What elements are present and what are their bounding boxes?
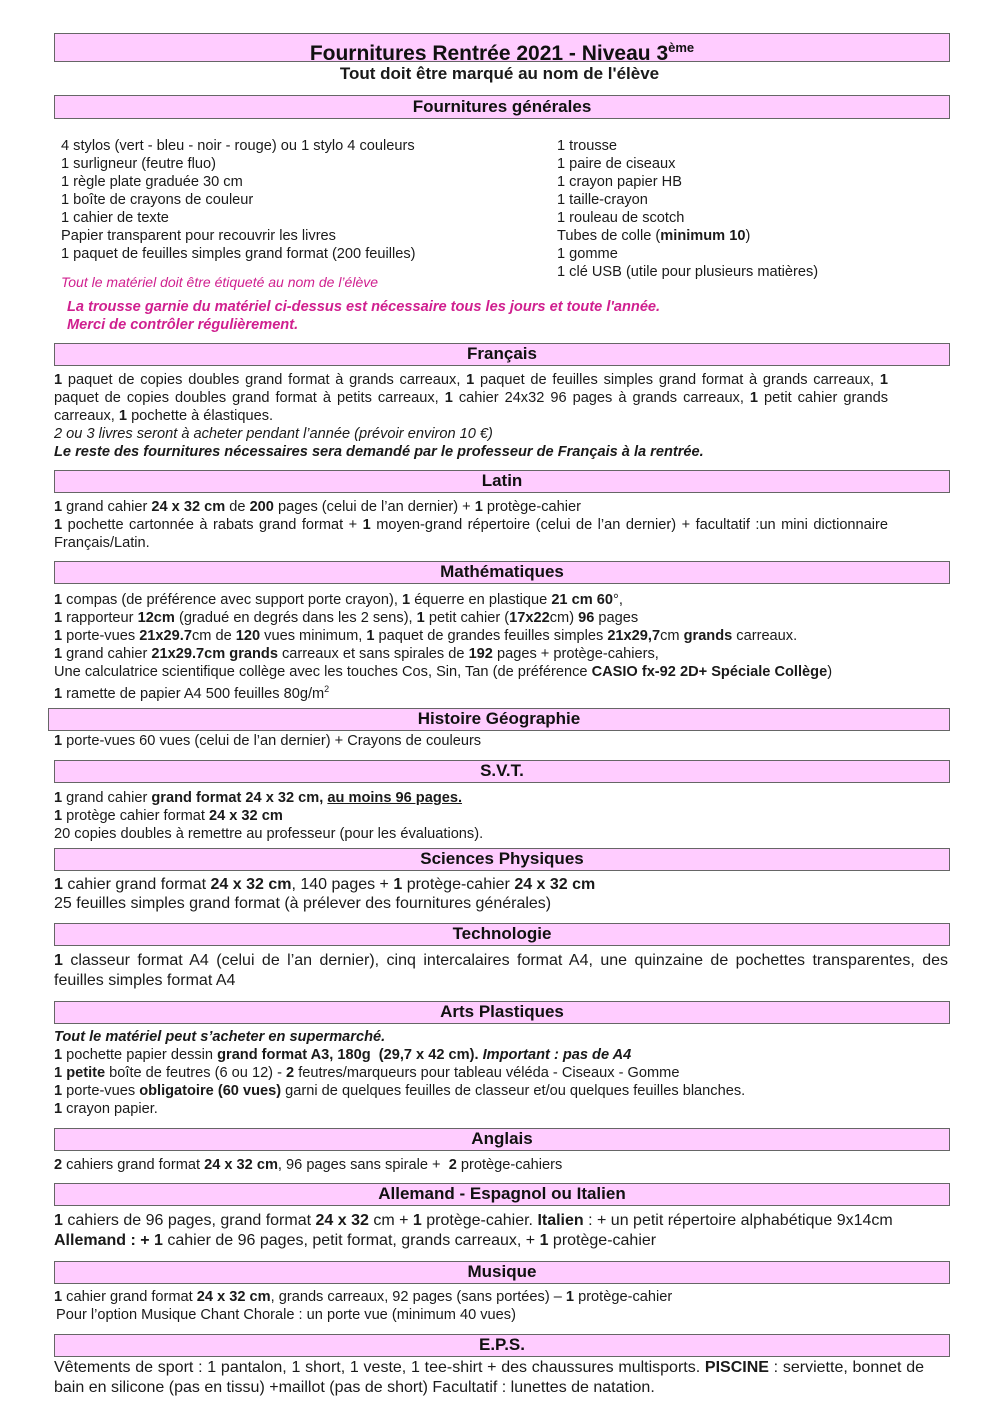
text: carreaux.: [732, 628, 798, 644]
section-bar-physique: Sciences Physiques: [54, 848, 950, 871]
qty: 1: [412, 1212, 422, 1229]
text: obligatoire (60 vues): [139, 1083, 282, 1099]
text: classeur format A4 (celui de l’an dernier), cinq intercalaires format A4, une quinzaine de pochettes transparentes, des feuilles simples format A4: [54, 952, 948, 989]
qty: 1: [54, 1289, 63, 1305]
text: crayon papier.: [62, 1101, 158, 1117]
text: vues minimum,: [260, 628, 367, 644]
list-item: 1 rouleau de scotch: [557, 210, 685, 226]
qty: 1: [54, 808, 63, 824]
qty: 1: [54, 685, 63, 702]
text: équerre en plastique: [410, 592, 552, 608]
qty: 1: [466, 372, 475, 388]
qty: 1: [54, 876, 63, 893]
text: grand cahier: [62, 646, 152, 662]
francais-livres: 2 ou 3 livres seront à acheter pendant l’année (prévoir environ 10 €): [54, 426, 493, 442]
section-bar-histoire: Histoire Géographie: [48, 708, 950, 731]
section-bar-francais: Français: [54, 343, 950, 366]
list-item: 1 boîte de crayons de couleur: [61, 192, 254, 208]
text: protège-cahiers: [456, 1157, 563, 1173]
maths-line-6: [54, 680, 329, 703]
text: ramette de papier A4 500 feuilles 80g/m: [62, 685, 325, 702]
text: Important : pas de A4: [482, 1047, 632, 1063]
text: cahiers grand format: [62, 1157, 205, 1173]
qty: 1: [54, 372, 63, 388]
text: 21x29,7: [607, 628, 661, 644]
text: paquet de copies doubles grand format à petits carreaux,: [54, 390, 445, 406]
qty: 1: [54, 517, 63, 533]
text: moyen-grand répertoire (celui de l’an dernier) + facultatif :un mini dictionnaire Français/Latin.: [54, 517, 888, 551]
qty: 2: [286, 1065, 295, 1081]
section-bar-musique: Musique: [54, 1261, 950, 1284]
techno-text: [54, 951, 948, 991]
text: (gradué en degrés dans les 2 sens),: [174, 610, 417, 626]
svt-line-2: [54, 807, 283, 825]
text: rapporteur: [62, 610, 138, 626]
superscript: 2: [324, 684, 330, 694]
qty: 1: [402, 592, 411, 608]
qty: 1: [362, 517, 371, 533]
qty: 1: [54, 733, 63, 749]
text: Allemand : + 1: [54, 1232, 163, 1249]
section-bar-techno: Technologie: [54, 923, 950, 946]
list-item: Papier transparent pour recouvrir les livres: [61, 228, 336, 244]
maths-line-4: [54, 645, 659, 663]
qty: 1: [54, 592, 63, 608]
list-item: 1 taille-crayon: [557, 192, 648, 208]
list-item: 1 paire de ciseaux: [557, 156, 676, 172]
generales-note: Tout le matériel doit être étiqueté au nom de l’élève: [61, 274, 379, 290]
text: cahier 24x32 96 pages à grands carreaux,: [452, 390, 750, 406]
text: Une calculatrice scientifique collège avec les touches Cos, Sin, Tan (de préférence: [54, 664, 592, 680]
text: paquet de feuilles simples grand format à grands carreaux,: [474, 372, 880, 388]
text: cm): [549, 610, 579, 626]
page-title-bar: [54, 33, 950, 65]
text: 17x22: [509, 610, 550, 626]
text: protège-cahier.: [421, 1212, 538, 1229]
francais-text: [54, 371, 888, 425]
arts-line-1: [54, 1046, 631, 1064]
qty: 1: [54, 646, 63, 662]
qty: 1: [366, 628, 375, 644]
text: 120: [235, 628, 261, 644]
text: 96: [578, 610, 595, 626]
text: porte-vues: [62, 628, 140, 644]
qty: 1: [118, 408, 128, 424]
text: pochette cartonnée à rabats grand format +: [62, 517, 363, 533]
text: 24 x 32 cm: [196, 1289, 271, 1305]
text: de: [225, 499, 250, 515]
musique-line-1: [54, 1288, 672, 1306]
colle-end: ): [745, 228, 751, 244]
francais-reste: Le reste des fournitures nécessaires sera demandé par le professeur de Français à la rentrée.: [54, 444, 704, 460]
qty: 1: [444, 390, 453, 406]
text: 21 cm 60: [551, 592, 613, 608]
page-title-sup: ème: [668, 40, 695, 55]
text: PISCINE: [704, 1359, 769, 1376]
trousse-note-1: La trousse garnie du matériel ci-dessus est nécessaire tous les jours et toute l'année.: [67, 299, 661, 315]
section-bar-anglais: Anglais: [54, 1128, 950, 1151]
list-item: 4 stylos (vert - bleu - noir - rouge) ou 1 stylo 4 couleurs: [61, 138, 415, 154]
text: 21x29.7cm grands: [151, 646, 278, 662]
list-item: 1 règle plate graduée 30 cm: [61, 174, 243, 190]
maths-line-3: [54, 627, 797, 645]
maths-line-1: [54, 591, 623, 609]
text: pages (celui de l’an dernier) +: [273, 499, 475, 515]
text: , 96 pages sans spirale +: [277, 1157, 449, 1173]
text: paquet de copies doubles grand format à grands carreaux,: [62, 372, 467, 388]
text: cm de: [191, 628, 236, 644]
text: cahiers de 96 pages, grand format: [62, 1212, 316, 1229]
lv2-line-2: [54, 1231, 656, 1251]
qty: 1: [54, 1101, 63, 1117]
latin-line-1: [54, 498, 581, 516]
text: cm: [660, 628, 684, 644]
qty: 1: [474, 499, 483, 515]
arts-line-3: [54, 1082, 745, 1100]
text: grand cahier: [62, 790, 152, 806]
text: grands: [683, 628, 733, 644]
section-bar-svt: S.V.T.: [54, 760, 950, 783]
qty: 1: [54, 628, 63, 644]
svt-line-3: 20 copies doubles à remettre au professeur (pour les évaluations).: [54, 826, 484, 842]
text: paquet de grandes feuilles simples: [374, 628, 608, 644]
latin-line-2: [54, 516, 888, 552]
colle-minimum: minimum 10: [660, 228, 746, 244]
list-item: 1 paquet de feuilles simples grand format (200 feuilles): [61, 246, 416, 262]
section-bar-maths: Mathématiques: [54, 561, 950, 584]
physique-line-2: 25 feuilles simples grand format (à prélever des fournitures générales): [54, 895, 552, 912]
list-item: 1 clé USB (utile pour plusieurs matières): [557, 264, 819, 280]
qty: 1: [393, 876, 403, 893]
physique-line-1: [54, 875, 595, 895]
text: : serviette, bonnet de bain en silicone (pas en tissu) +maillot (pas de short) Facultatif : lunettes de natation.: [54, 1359, 925, 1396]
maths-line-2: [54, 609, 638, 627]
trousse-note-2: Merci de contrôler régulièrement.: [67, 317, 299, 333]
arts-line-0: Tout le matériel peut s’acheter en supermarché.: [54, 1029, 386, 1045]
qty: 1: [54, 1065, 63, 1081]
text: : + un petit répertoire alphabétique 9x14cm: [583, 1212, 893, 1229]
text: petit cahier (: [424, 610, 510, 626]
lv2-line-1: [54, 1211, 893, 1231]
text: 24 x 32 cm: [514, 876, 596, 893]
histoire-line: [54, 732, 481, 750]
section-bar-generales: Fournitures générales: [54, 95, 950, 119]
text: pages + protège-cahiers,: [492, 646, 659, 662]
text: pochette à élastiques.: [127, 408, 274, 424]
text: cahier grand format: [62, 876, 211, 893]
maths-line-5: [54, 663, 832, 681]
text: 12cm: [137, 610, 175, 626]
qty: 1: [54, 952, 63, 969]
eps-text: [54, 1358, 924, 1398]
text: protège cahier format: [62, 808, 209, 824]
text: boîte de feutres (6 ou 12) -: [105, 1065, 287, 1081]
text: cahier grand format: [62, 1289, 197, 1305]
svt-line-1: [54, 789, 462, 807]
list-item: 1 gomme: [557, 246, 618, 262]
qty: 2: [54, 1157, 63, 1173]
qty: 1: [54, 1212, 63, 1229]
section-bar-latin: Latin: [54, 470, 950, 493]
qty: 1: [416, 610, 425, 626]
page-title: Fournitures Rentrée 2021 - Niveau 3: [309, 42, 669, 65]
section-bar-arts: Arts Plastiques: [54, 1001, 950, 1024]
qty: 1: [749, 390, 759, 406]
text: 200: [249, 499, 274, 515]
text: pages: [594, 610, 639, 626]
text: , 140 pages +: [291, 876, 394, 893]
arts-line-2: [54, 1064, 679, 1082]
text: 24 x 32 cm: [208, 808, 283, 824]
text: protège-cahier: [482, 499, 581, 515]
text: Vêtements de sport : 1 pantalon, 1 short, 1 veste, 1 tee-shirt + des chaussures multisports.: [54, 1359, 705, 1376]
text: porte-vues: [62, 1083, 140, 1099]
anglais-line: [54, 1156, 562, 1174]
text: 24 x 32 cm: [204, 1157, 278, 1173]
qty: 2: [448, 1157, 457, 1173]
qty: 1: [54, 790, 63, 806]
text: 24 x 32 cm: [210, 876, 292, 893]
text: petite: [66, 1065, 106, 1081]
list-item: 1 cahier de texte: [61, 210, 169, 226]
text: °,: [612, 592, 623, 608]
text: protège-cahier: [548, 1232, 657, 1249]
list-item: 1 surligneur (feutre fluo): [61, 156, 216, 172]
text: CASIO fx-92 2D+ Spéciale Collège: [591, 664, 828, 680]
list-item: [557, 227, 750, 245]
qty: 1: [54, 1083, 63, 1099]
text: protège-cahier: [574, 1289, 673, 1305]
text: porte-vues 60 vues (celui de l’an dernier) + Crayons de couleurs: [62, 733, 482, 749]
text: carreaux et sans spirales de: [277, 646, 469, 662]
text: feutres/marqueurs pour tableau véléda - Ciseaux - Gomme: [294, 1065, 680, 1081]
text: ): [827, 664, 833, 680]
list-item: 1 trousse: [557, 138, 618, 154]
text: grand format 24 x 32 cm,: [151, 790, 328, 806]
text: petit cahier grands carreaux,: [54, 390, 889, 424]
text: protège-cahier: [402, 876, 515, 893]
page-subtitle: Tout doit être marqué au nom de l'élève: [339, 64, 660, 83]
text: pochette papier dessin: [62, 1047, 218, 1063]
text: au moins 96 pages.: [327, 790, 463, 806]
qty: 1: [539, 1232, 549, 1249]
text: 24 x 32: [315, 1212, 369, 1229]
text: cm +: [368, 1212, 413, 1229]
text: 24 x 32 cm: [151, 499, 226, 515]
qty: 1: [54, 1047, 63, 1063]
text: 21x29.7: [139, 628, 192, 644]
qty: 1: [879, 372, 888, 388]
text: compas (de préférence avec support porte crayon),: [62, 592, 403, 608]
musique-line-2: Pour l’option Musique Chant Chorale : un porte vue (minimum 40 vues): [56, 1307, 516, 1323]
text: grand cahier: [62, 499, 152, 515]
qty: 1: [565, 1289, 575, 1305]
text: cahier de 96 pages, petit format, grands carreaux, +: [162, 1232, 540, 1249]
qty: 1: [54, 499, 63, 515]
text: 192: [468, 646, 493, 662]
text: , grands carreaux, 92 pages (sans portées) –: [270, 1289, 566, 1305]
text: Italien: [537, 1212, 584, 1229]
list-item: 1 crayon papier HB: [557, 174, 682, 190]
qty: 1: [54, 610, 63, 626]
text: garni de quelques feuilles de classeur et/ou quelques feuilles blanches.: [281, 1083, 746, 1099]
colle-text: Tubes de colle (: [557, 228, 661, 244]
section-bar-eps: E.P.S.: [54, 1334, 950, 1357]
section-bar-lv2: Allemand - Espagnol ou Italien: [54, 1183, 950, 1206]
text: grand format A3, 180g (29,7 x 42 cm).: [217, 1047, 483, 1063]
arts-line-4: [54, 1100, 158, 1118]
